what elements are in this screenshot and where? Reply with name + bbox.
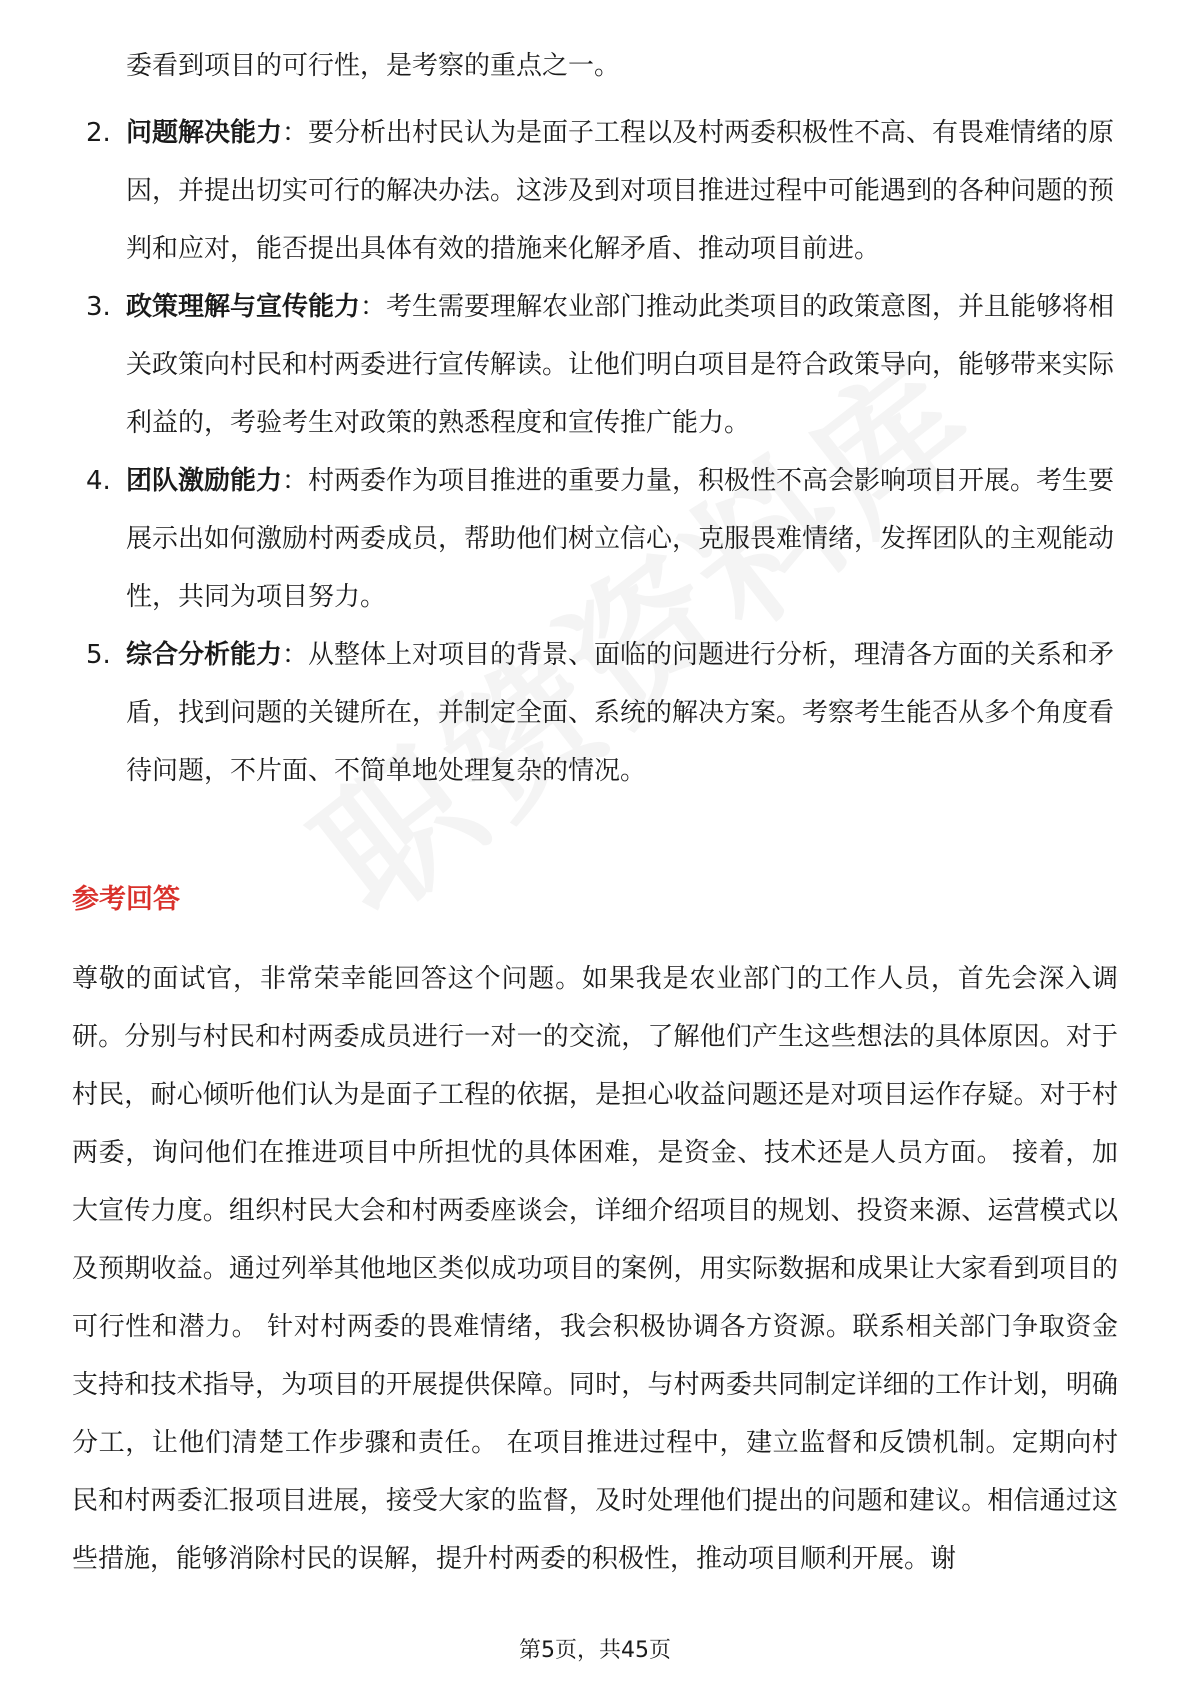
list-item-text: ：村两委作为项目推进的重要力量，积极性不高会影响项目开展。考生要展示出如何激励村两委成员，帮助他们树立信心，克服畏难情绪，发挥团队的主观能动性，共同为项目努力。: [126, 466, 1115, 612]
answer-paragraph: 尊敬的面试官，非常荣幸能回答这个问题。如果我是农业部门的工作人员，首先会深入调研。分别与村民和村两委成员进行一对一的交流，了解他们产生这些想法的具体原因。对于村民，耐心倾听他们认为是面子工程的依据，是担心收益问题还是对项目运作存疑。对于村两委，询问他们在推进项目中所担忧的具体困难，是资金、技术还是人员方面。 接着，加大宣传力度。组织村民大会和村两委座谈会，详细介绍项目的规划、投资来源、运营模式以及预期收益。通过列举其他地区类似成功项目的案例，用实际数据和成果让大家看到项目的可行性和潜力。 针对村两委的畏难情绪，我会积极协调各方资源。联系相关部门争取资金支持和技术指导，为项目的开展提供保障。同时，与村两委共同制定详细的工作计划，明确分工，让他们清楚工作步骤和责任。 在项目推进过程中，建立监督和反馈机制。定期向村民和村两委汇报项目进展，接受大家的监督，及时处理他们提出的问题和建议。相信通过这些措施，能够消除村民的误解，提升村两委的积极性，推动项目顺利开展。谢: [72, 964, 1118, 1574]
list-item: [0, 278, 1116, 452]
list-item-title: 政策理解与宣传能力: [126, 292, 361, 322]
list-item: [0, 104, 1116, 278]
numbered-list: [0, 104, 1190, 800]
section-heading: 参考回答: [72, 884, 180, 915]
list-item-text: ：要分析出村民认为是面子工程以及村两委积极性不高、有畏难情绪的原因，并提出切实可行的解决办法。这涉及到对项目推进过程中可能遇到的各种问题的预判和应对，能否提出具体有效的措施来化解矛盾、推动项目前进。: [126, 118, 1115, 264]
intro-line: 委看到项目的可行性，是考察的重点之一。: [126, 51, 621, 81]
list-item-text: ：从整体上对项目的背景、面临的问题进行分析，理清各方面的关系和矛盾，找到问题的关键所在，并制定全面、系统的解决方案。考察考生能否从多个角度看待问题，不片面、不简单地处理复杂的情况。: [126, 640, 1115, 786]
list-item-number: 5.: [86, 640, 111, 670]
list-item-title: 团队激励能力: [126, 466, 283, 496]
list-item-title: 问题解决能力: [126, 118, 283, 148]
list-item-number: 4.: [86, 466, 111, 496]
list-item: [0, 626, 1116, 800]
list-item-text: ：考生需要理解农业部门推动此类项目的政策意图，并且能够将相关政策向村民和村两委进行宣传解读。让他们明白项目是符合政策导向，能够带来实际利益的，考验考生对政策的熟悉程度和宣传推广能力。: [126, 292, 1115, 438]
list-item-number: 2.: [86, 118, 111, 148]
list-item: [0, 452, 1116, 626]
page-number-footer: 第5页，共45页: [519, 1638, 671, 1663]
list-item-title: 综合分析能力: [126, 640, 283, 670]
list-item-number: 3.: [86, 292, 111, 322]
